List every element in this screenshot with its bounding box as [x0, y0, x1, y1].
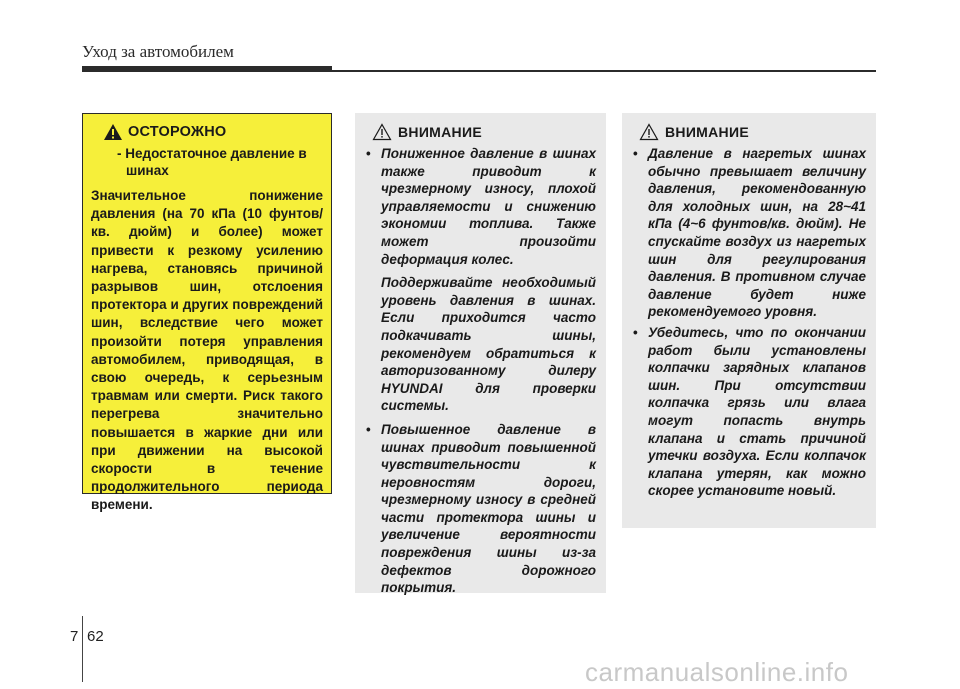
warning-triangle-icon [372, 123, 392, 141]
attention-header-2 [631, 123, 866, 141]
attention-box-1 [355, 113, 606, 596]
caution-box [82, 113, 332, 513]
attention1-bullet-1: • Пониженное давление в шинах также приводит к чрезмерному износу, плохой управляемости и снижению экономии топлива. Также может произойти деформация колес. [364, 145, 596, 268]
attention-title-2: ВНИМАНИЕ [665, 124, 749, 140]
caution-title: ОСТОРОЖНО [128, 124, 227, 140]
attention2-bullet-1: • Давление в нагретых шинах обычно превышает величину давления, рекомендованную для холодных шин, на 28~41 кПа (4~6 фунтов/кв. дюйм). Не спускайте воздух из нагретых шин для регулирования давления. В противном случае давление будет ниже рекомендуемого уровня. [631, 145, 866, 321]
section-title: Уход за автомобилем [82, 42, 234, 61]
attention-box-2 [622, 113, 876, 528]
caution-subtitle: - Недостаточное давление в шинах [117, 146, 307, 178]
caution-body: Значительное понижение давления (на 70 кПа (10 фунтов/кв. дюйм) и более) может привести к резкому усилению нагрева, становясь причиной разрывов шин, отслоения протектора и других повреждений шин, вследствие чего может произойти потеря управления автомобилем, приводящая, в свою очередь, к серьезным травмам или смерти. Риск такого перегрева значительно повышается в жаркие дни или при движении на высокой скорости в течение продолжительного периода времени. [91, 188, 323, 513]
footer-divider [82, 616, 83, 682]
attention1-bullet-2: • Повышенное давление в шинах приводит повышенной чувствительности к неровностям дороги, чрезмерному износу в средней части протектора шины и увеличение вероятности повреждения шины из-за дефектов дорожного покрытия. [364, 421, 596, 597]
warning-triangle-icon [103, 123, 123, 141]
attention-title-1: ВНИМАНИЕ [398, 124, 482, 140]
header-rule-thin [332, 70, 876, 72]
watermark: carmanualsonline.info [585, 657, 849, 687]
attention-header-1 [364, 123, 596, 141]
chapter-number: 7 [70, 628, 79, 645]
attention2-bullet-2: • Убедитесь, что по окончании работ были установлены колпачки зарядных клапанов шин. При отсутствии колпачка грязь или влага могут попасть внутрь клапана и стать причиной утечки воздуха. Если колпачок клапана утерян, как можно скорее установите новый. [631, 324, 866, 500]
page-number: 62 [87, 628, 104, 645]
header-rule-thick [82, 66, 332, 72]
caution-header [91, 123, 323, 141]
warning-triangle-icon [639, 123, 659, 141]
attention1-paragraph: Поддерживайте необходимый уровень давления в шинах. Если приходится часто подкачивать шины, рекомендуем обратиться к авторизованному дилеру HYUNDAI для проверки системы. [381, 275, 596, 414]
